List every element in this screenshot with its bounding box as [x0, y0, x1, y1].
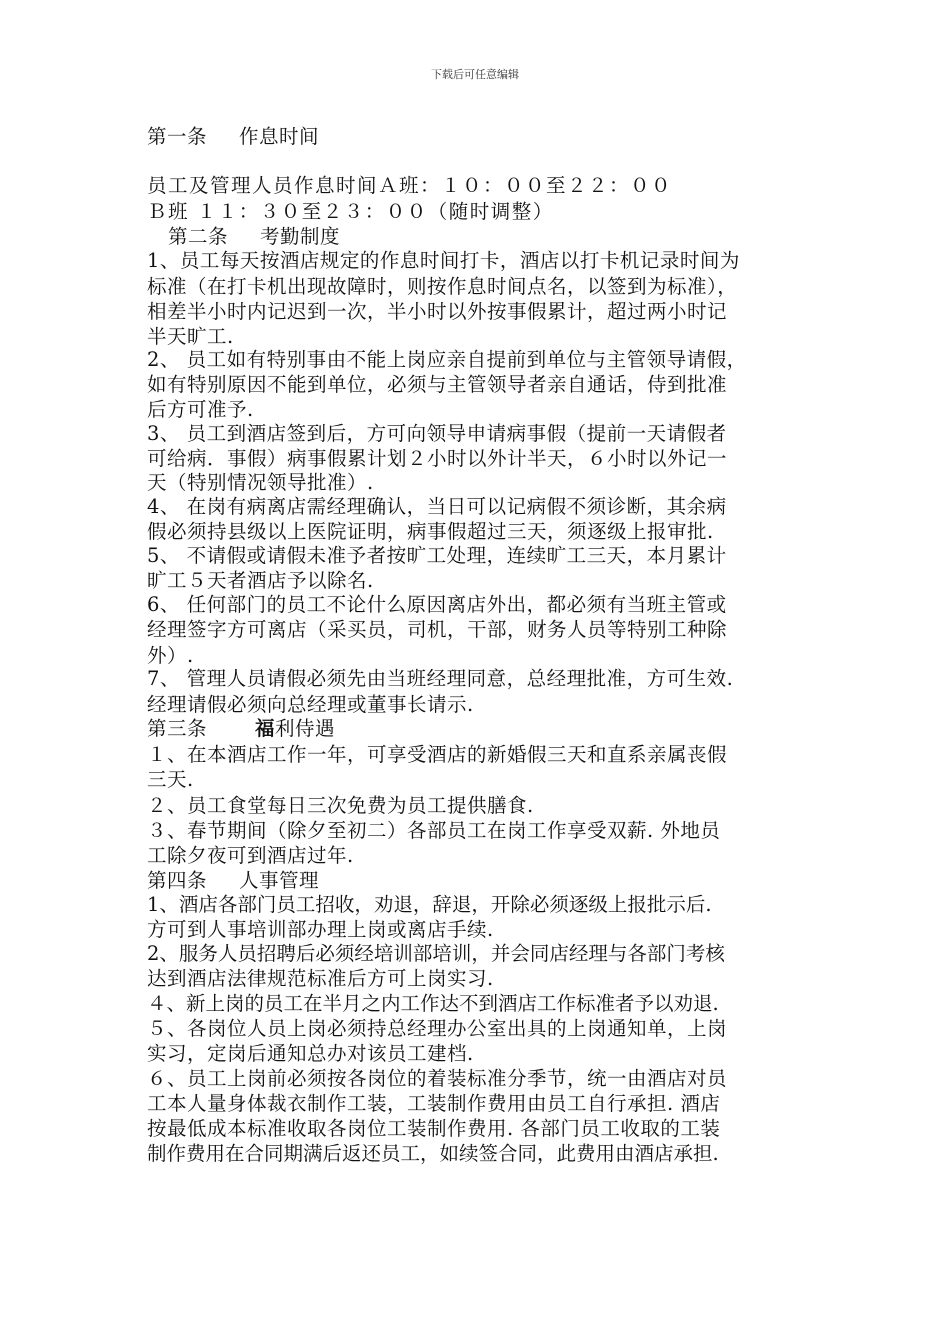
article-4-line: 工本人量身体裁衣制作工装，工装制作费用由员工自行承担. 酒店: [147, 1092, 721, 1115]
article-2-line: 标准（在打卡机出现故障时，则按作息时间点名，以签到为标准），: [147, 275, 738, 298]
article-4-line: 实习，定岗后通知总办对该员工建档.: [147, 1042, 474, 1065]
article-2-title: 考勤制度: [260, 225, 341, 248]
article-4-prefix: 第四条: [147, 869, 208, 892]
article-2-line: 1、员工每天按酒店规定的作息时间打卡，酒店以打卡机记录时间为: [147, 249, 740, 272]
article-2-line: 外）.: [147, 644, 194, 667]
article-2-line: 可给病．事假）病事假累计划２小时以外计半天，６小时以外记一: [147, 447, 728, 470]
article-4-title: 人事管理: [239, 869, 320, 892]
article-2-heading: [168, 224, 848, 250]
article-3-line: ３、春节期间（除夕至初二）各部员工在岗工作享受双薪. 外地员: [147, 819, 721, 842]
article-1-prefix: 第一条: [147, 125, 208, 148]
article-3-line: １、在本酒店工作一年，可享受酒店的新婚假三天和直系亲属丧假: [147, 743, 728, 766]
article-4-line: 达到酒店法律规范标准后方可上岗实习.: [147, 967, 494, 990]
article-2-line: 经理请假必须向总经理或董事长请示.: [147, 693, 474, 716]
article-2-line: 5、 不请假或请假未准予者按旷工处理，连续旷工三天，本月累计: [147, 544, 727, 567]
article-2-line: 假必须持县级以上医院证明，病事假超过三天，须逐级上报审批.: [147, 520, 714, 543]
article-4-line: 1、酒店各部门员工招收，劝退，辞退，开除必须逐级上报批示后.: [147, 893, 712, 916]
article-2-line: 6、 任何部门的员工不论什么原因离店外出，都必须有当班主管或: [147, 593, 727, 616]
shift-a-line: 员工及管理人员作息时间Ａ班：１０：００至２２：００: [147, 174, 673, 197]
article-2-line: 天（特别情况领导批准）.: [147, 471, 374, 494]
article-4-line: 制作费用在合同期满后返还员工，如续签合同，此费用由酒店承担.: [147, 1142, 719, 1165]
article-4-line: ４、新上岗的员工在半月之内工作达不到酒店工作标准者予以劝退.: [147, 992, 719, 1015]
article-2-line: 旷工５天者酒店予以除名.: [147, 569, 374, 592]
article-3-line: 三天.: [147, 768, 194, 791]
article-4-line: ５、各岗位人员上岗必须持总经理办公室出具的上岗通知单，上岗: [147, 1017, 728, 1040]
article-4-heading: [147, 868, 827, 894]
article-3-prefix: 第三条: [147, 717, 208, 740]
article-2-line: 后方可准予.: [147, 398, 254, 421]
article-4-line: 按最低成本标准收取各岗位工装制作费用. 各部门员工收取的工装: [147, 1117, 721, 1140]
article-2-line: 相差半小时内记迟到一次，半小时以外按事假累计，超过两小时记: [147, 300, 728, 323]
article-2-line: 2、 员工如有特别事由不能上岗应亲自提前到单位与主管领导请假，: [147, 348, 747, 371]
article-3-title-rest: 利侍遇: [275, 717, 336, 740]
article-3-heading: [147, 716, 827, 742]
article-1-title: 作息时间: [239, 125, 320, 148]
article-4-line: 2、服务人员招聘后必须经培训部培训，并会同店经理与各部门考核: [147, 942, 725, 965]
article-1-heading: [147, 124, 827, 150]
article-2-line: 3、 员工到酒店签到后，方可向领导申请病事假（提前一天请假者: [147, 422, 727, 445]
article-4-line: 方可到人事培训部办理上岗或离店手续.: [147, 918, 494, 941]
article-2-line: 如有特别原因不能到单位，必须与主管领导者亲自通话，侍到批准: [147, 373, 728, 396]
article-2-prefix: 第二条: [168, 225, 229, 248]
article-3-line: ２、员工食堂每日三次免费为员工提供膳食.: [147, 794, 534, 817]
article-2-line: 半天旷工.: [147, 325, 234, 348]
article-2-line: 经理签字方可离店（采买员，司机，干部，财务人员等特别工种除: [147, 618, 728, 641]
shift-b-line: Ｂ班 １１：３０至２３：００（随时调整）: [147, 200, 554, 223]
article-2-line: 4、 在岗有病离店需经理确认，当日可以记病假不须诊断，其余病: [147, 495, 727, 518]
article-2-line: 7、 管理人员请假必须先由当班经理同意，总经理批准，方可生效.: [147, 667, 734, 690]
article-3-title-first-char: 福: [255, 717, 276, 740]
page-header-note: 下载后可任意编辑: [431, 68, 519, 81]
article-3-line: 工除夕夜可到酒店过年.: [147, 844, 354, 867]
article-4-line: ６、员工上岗前必须按各岗位的着装标准分季节，统一由酒店对员: [147, 1067, 728, 1090]
